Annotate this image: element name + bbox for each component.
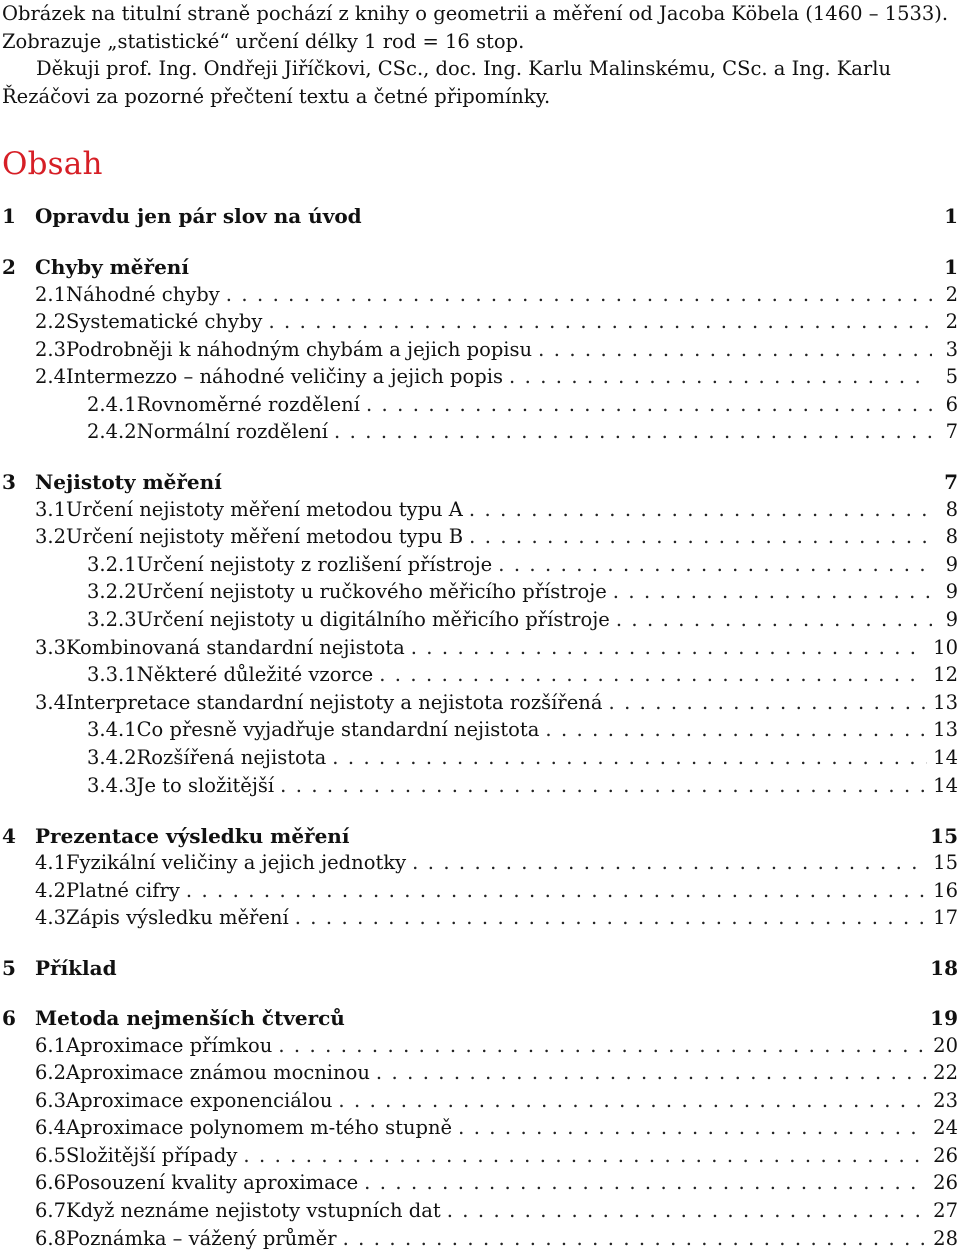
- toc-entry-number: 3: [2, 470, 16, 494]
- toc-entry-6-6[interactable]: [2, 1171, 958, 1198]
- toc-entry-title: Určení nejistoty u digitálního měřicího přístroje: [136, 608, 610, 631]
- toc-entry-title: Posouzení kvality aproximace: [66, 1171, 359, 1194]
- toc-entry-page: 7: [944, 470, 958, 494]
- toc-entry-6-8[interactable]: [2, 1227, 958, 1254]
- toc-entry-page: 5: [945, 365, 958, 388]
- toc-entry-page: 20: [933, 1034, 958, 1057]
- toc-leader-dots: [364, 1171, 927, 1194]
- toc-entry-title: Metoda nejmenších čtverců: [35, 1006, 345, 1030]
- toc-entry-page: 26: [933, 1171, 958, 1194]
- toc-leader-dots: [186, 879, 927, 902]
- toc-entry-page: 9: [945, 580, 958, 603]
- toc-entry-number: 6.6: [35, 1171, 67, 1194]
- toc-entry-number: 4.3: [35, 906, 67, 929]
- toc-entry-number: 3.2: [35, 525, 67, 548]
- toc-entry-number: 2.4.1: [87, 393, 137, 416]
- toc-leader-dots: [226, 283, 932, 306]
- toc-entry-page: 23: [933, 1089, 958, 1112]
- toc-entry-number: 3.2.1: [87, 553, 137, 576]
- toc-entry-title: Opravdu jen pár slov na úvod: [35, 204, 362, 228]
- toc-entry-title: Aproximace známou mocninou: [66, 1061, 370, 1084]
- toc-entry-page: 22: [933, 1061, 958, 1084]
- toc-entry-2-2[interactable]: [2, 310, 958, 337]
- toc-entry-title: Intermezzo – náhodné veličiny a jejich popis: [66, 365, 503, 388]
- toc-entry-page: 18: [930, 956, 958, 980]
- toc-entry-6-4[interactable]: [2, 1116, 958, 1143]
- toc-entry-3-4-2[interactable]: [2, 746, 958, 773]
- toc-entry-page: 15: [930, 824, 958, 848]
- toc-entry-number: 3.2.3: [87, 608, 137, 631]
- toc-entry-4-1[interactable]: [2, 851, 958, 878]
- toc-entry-title: Nejistoty měření: [35, 470, 222, 494]
- toc-entry-title: Příklad: [35, 956, 117, 980]
- toc-leader-dots: [509, 365, 932, 388]
- toc-entry-title: Určení nejistoty z rozlišení přístroje: [136, 553, 493, 576]
- toc-entry-number: 4.2: [35, 879, 67, 902]
- toc-leader-dots: [412, 851, 927, 874]
- toc-entry-3-3[interactable]: [2, 636, 958, 663]
- toc-entry-2-4-2[interactable]: [2, 420, 958, 447]
- toc-entry-page: 17: [933, 906, 958, 929]
- toc-leader-dots: [613, 580, 932, 603]
- toc-leader-dots: [469, 525, 932, 548]
- toc-entry-page: 2: [945, 310, 958, 333]
- toc-leader-dots: [338, 1089, 927, 1112]
- toc-entry-number: 6.2: [35, 1061, 67, 1084]
- toc-leader-dots: [278, 1034, 927, 1057]
- toc-leader-dots: [376, 1061, 927, 1084]
- toc-entry-3-2[interactable]: [2, 525, 958, 552]
- toc-entry-number: 6.1: [35, 1034, 67, 1057]
- toc-entry-4-3[interactable]: [2, 906, 958, 933]
- intro-text: [2, 0, 958, 110]
- intro-paragraph-cover: Obrázek na titulní straně pochází z knihy o geometrii a měření od Jacoba Köbela (1460 – 1533). Zobrazuje „statistické“ určení délky 1 rod = 16 stop.: [2, 2, 949, 53]
- toc-entry-number: 1: [2, 204, 16, 228]
- toc-entry-number: 3.4.1: [87, 718, 137, 741]
- toc-entry-title: Systematické chyby: [66, 310, 263, 333]
- toc-entry-page: 9: [945, 608, 958, 631]
- toc-entry-4-2[interactable]: [2, 879, 958, 906]
- toc-leader-dots: [545, 718, 927, 741]
- toc-entry-page: 14: [933, 774, 958, 797]
- toc-entry-title: Normální rozdělení: [136, 420, 329, 443]
- toc-entry-page: 9: [945, 553, 958, 576]
- toc-entry-3-2-1[interactable]: [2, 553, 958, 580]
- toc-entry-title: Co přesně vyjadřuje standardní nejistota: [136, 718, 540, 741]
- toc-entry-title: Aproximace polynomem m-tého stupně: [66, 1116, 453, 1139]
- toc-entry-number: 6.8: [35, 1227, 67, 1250]
- toc-entry-number: 3.3: [35, 636, 67, 659]
- toc-leader-dots: [295, 906, 927, 929]
- toc-leader-dots: [379, 663, 927, 686]
- toc-entry-number: 6: [2, 1006, 16, 1030]
- intro-paragraph-thanks: Děkuji prof. Ing. Ondřeji Jiříčkovi, CSc., doc. Ing. Karlu Malinskému, CSc. a Ing. Karlu Řezáčovi za pozorné přečtení textu a četné připomínky.: [2, 57, 892, 108]
- toc-leader-dots: [538, 338, 932, 361]
- toc-leader-dots: [469, 498, 932, 521]
- toc-entry-2-4[interactable]: [2, 365, 958, 392]
- toc-entry-title: Poznámka – vážený průměr: [66, 1227, 337, 1250]
- toc-leader-dots: [280, 774, 927, 797]
- toc-entry-2[interactable]: [2, 255, 958, 282]
- toc-entry-page: 12: [933, 663, 958, 686]
- toc-entry-3-1[interactable]: [2, 498, 958, 525]
- toc-entry-page: 13: [933, 691, 958, 714]
- toc-entry-6-7[interactable]: [2, 1199, 958, 1226]
- toc-entry-number: 2.1: [35, 283, 67, 306]
- toc-entry-number: 6.5: [35, 1144, 67, 1167]
- toc-entry-title: Fyzikální veličiny a jejich jednotky: [66, 851, 407, 874]
- toc-entry-title: Prezentace výsledku měření: [35, 824, 350, 848]
- toc-entry-5[interactable]: [2, 956, 958, 983]
- toc-entry-number: 2: [2, 255, 16, 279]
- toc-leader-dots: [411, 636, 927, 659]
- toc-entry-page: 6: [945, 393, 958, 416]
- toc-entry-number: 2.4.2: [87, 420, 137, 443]
- toc-entry-number: 3.1: [35, 498, 67, 521]
- toc-entry-title: Aproximace přímkou: [66, 1034, 273, 1057]
- toc-leader-dots: [243, 1144, 927, 1167]
- toc-entry-3[interactable]: [2, 470, 958, 497]
- toc-leader-dots: [498, 553, 932, 576]
- toc-entry-page: 13: [933, 718, 958, 741]
- toc-entry-6-5[interactable]: [2, 1144, 958, 1171]
- toc-entry-page: 7: [945, 420, 958, 443]
- toc-entry-6-1[interactable]: [2, 1034, 958, 1061]
- toc-leader-dots: [268, 310, 932, 333]
- toc-entry-title: Složitější případy: [66, 1144, 238, 1167]
- toc-entry-number: 4: [2, 824, 16, 848]
- toc-entry-number: 3.4.2: [87, 746, 137, 769]
- toc-entry-number: 2.3: [35, 338, 67, 361]
- toc-entry-6-2[interactable]: [2, 1061, 958, 1088]
- toc-entry-6[interactable]: [2, 1006, 958, 1033]
- toc-entry-title: Platné cifry: [66, 879, 180, 902]
- toc-leader-dots: [447, 1199, 927, 1222]
- toc-entry-page: 3: [945, 338, 958, 361]
- toc-entry-3-2-3[interactable]: [2, 608, 958, 635]
- toc-entry-page: 1: [944, 204, 958, 228]
- toc-entry-page: 8: [945, 498, 958, 521]
- toc-entry-number: 6.3: [35, 1089, 67, 1112]
- toc-entry-title: Rovnoměrné rozdělení: [136, 393, 360, 416]
- toc-entry-page: 27: [933, 1199, 958, 1222]
- toc-entry-title: Chyby měření: [35, 255, 189, 279]
- toc-entry-title: Zápis výsledku měření: [66, 906, 289, 929]
- toc-entry-title: Je to složitější: [136, 774, 275, 797]
- toc-leader-dots: [343, 1227, 928, 1250]
- toc-entry-3-2-2[interactable]: [2, 580, 958, 607]
- toc-entry-number: 3.4.3: [87, 774, 137, 797]
- toc-entry-number: 4.1: [35, 851, 67, 874]
- toc-entry-3-4[interactable]: [2, 691, 958, 718]
- toc-entry-title: Interpretace standardní nejistoty a nejistota rozšířená: [66, 691, 603, 714]
- toc-entry-title: Určení nejistoty měření metodou typu A: [66, 498, 463, 521]
- toc-entry-title: Náhodné chyby: [66, 283, 220, 306]
- toc-entry-2-1[interactable]: [2, 283, 958, 310]
- toc-entry-title: Podrobněji k náhodným chybám a jejich popisu: [66, 338, 533, 361]
- toc-entry-3-3-1[interactable]: [2, 663, 958, 690]
- toc-leader-dots: [458, 1116, 927, 1139]
- toc-entry-number: 2.4: [35, 365, 67, 388]
- toc-entry-number: 6.4: [35, 1116, 67, 1139]
- toc-entry-page: 16: [933, 879, 958, 902]
- toc-entry-title: Rozšířená nejistota: [136, 746, 327, 769]
- toc-entry-2-4-1[interactable]: [2, 393, 958, 420]
- toc-entry-1[interactable]: [2, 204, 958, 231]
- toc-entry-6-3[interactable]: [2, 1089, 958, 1116]
- toc-entry-number: 6.7: [35, 1199, 67, 1222]
- toc-entry-title: Některé důležité vzorce: [136, 663, 374, 686]
- toc-entry-title: Kombinovaná standardní nejistota: [66, 636, 405, 659]
- toc-entry-page: 15: [933, 851, 958, 874]
- toc-entry-number: 3.4: [35, 691, 67, 714]
- toc-entry-page: 10: [933, 636, 958, 659]
- toc-entry-page: 28: [933, 1227, 958, 1250]
- toc-entry-page: 1: [944, 255, 958, 279]
- toc-entry-number: 2.2: [35, 310, 67, 333]
- toc-entry-2-3[interactable]: [2, 338, 958, 365]
- toc-entry-page: 8: [945, 525, 958, 548]
- toc-heading: Obsah: [2, 146, 103, 182]
- toc-entry-page: 26: [933, 1144, 958, 1167]
- toc-entry-title: Určení nejistoty u ručkového měřicího přístroje: [136, 580, 607, 603]
- toc-entry-number: 3.3.1: [87, 663, 137, 686]
- toc-leader-dots: [616, 608, 932, 631]
- toc-entry-page: 2: [945, 283, 958, 306]
- toc-entry-3-4-1[interactable]: [2, 718, 958, 745]
- toc-leader-dots: [332, 746, 927, 769]
- toc-entry-number: 5: [2, 956, 16, 980]
- toc-entry-title: Určení nejistoty měření metodou typu B: [66, 525, 464, 548]
- toc-leader-dots: [334, 420, 932, 443]
- toc-entry-4[interactable]: [2, 824, 958, 851]
- toc-entry-number: 3.2.2: [87, 580, 137, 603]
- toc-entry-title: Když neznáme nejistoty vstupních dat: [66, 1199, 441, 1222]
- toc-leader-dots: [366, 393, 932, 416]
- toc-entry-3-4-3[interactable]: [2, 774, 958, 801]
- toc-entry-page: 24: [933, 1116, 958, 1139]
- toc-entry-page: 19: [930, 1006, 958, 1030]
- toc-leader-dots: [608, 691, 927, 714]
- toc-entry-title: Aproximace exponenciálou: [66, 1089, 333, 1112]
- toc-entry-page: 14: [933, 746, 958, 769]
